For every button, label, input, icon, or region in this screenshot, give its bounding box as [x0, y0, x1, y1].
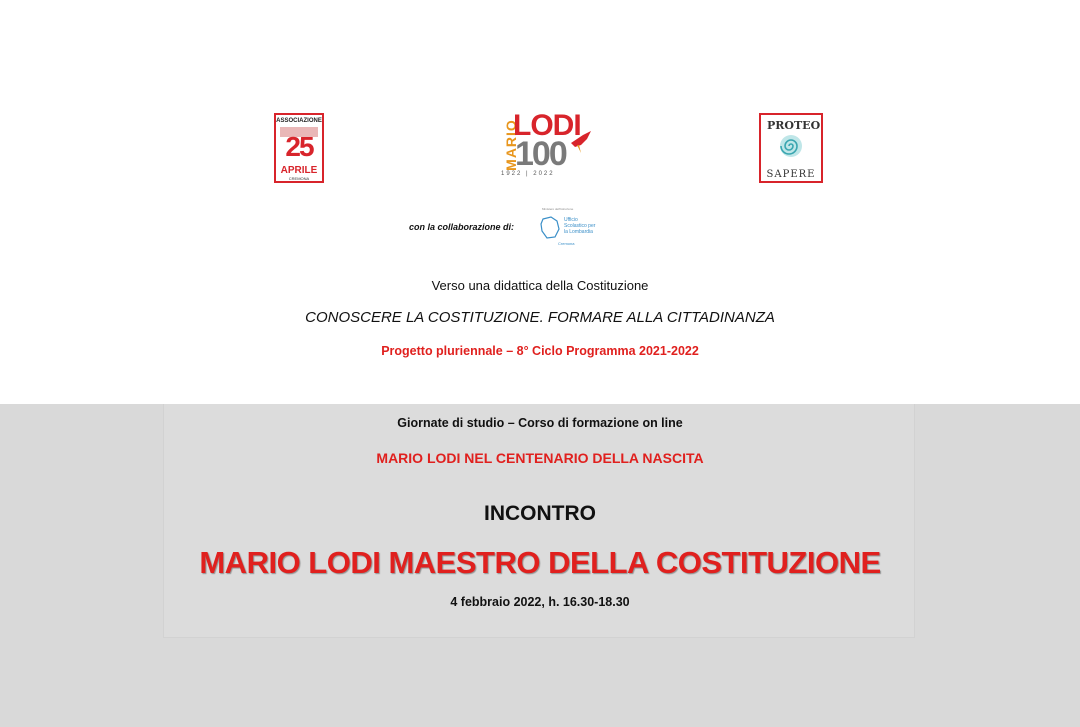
logo-usr-ministry: Ministero dell'Istruzione — [542, 207, 574, 211]
bird-icon — [569, 129, 593, 155]
logo-assoc-word: APRILE — [280, 165, 318, 176]
logo-proteo-text: PROTEO — [767, 119, 821, 132]
logo-assoc-number: 25 — [285, 131, 313, 162]
logo-mario-text: MARIO — [502, 119, 519, 171]
event-series: MARIO LODI NEL CENTENARIO DELLA NASCITA — [376, 450, 704, 466]
logo-sapere-text: SAPERE — [766, 169, 816, 180]
collaboration-label: con la collaborazione di: — [409, 222, 515, 232]
header-title: CONOSCERE LA COSTITUZIONE. FORMARE ALLA CITTADINANZA — [305, 309, 775, 326]
logo-years: 1922 | 2022 — [501, 171, 555, 177]
logo-assoc-city: CREMONA — [288, 176, 310, 181]
logo-100-text: 100 — [515, 135, 566, 173]
logo-lodi-text: LODI — [513, 109, 581, 142]
lombardia-map-icon — [539, 215, 563, 241]
logo-usr-city: Cremona — [558, 241, 575, 246]
program-label: Progetto pluriennale – 8° Ciclo Programma 2021-2022 — [381, 344, 699, 358]
event-date: 4 febbraio 2022, h. 16.30-18.30 — [450, 595, 630, 609]
associazione-25-aprile-logo — [274, 113, 324, 183]
logo-assoc-label: ASSOCIAZIONE — [276, 118, 322, 124]
mario-lodi-100-logo — [497, 109, 597, 183]
proteo-fare-sapere-logo — [759, 113, 823, 183]
spiral-icon — [778, 133, 804, 159]
header-subtitle: Verso una didattica della Costituzione — [431, 278, 649, 293]
ufficio-scolastico-logo — [539, 207, 599, 249]
event-label: INCONTRO — [484, 502, 596, 525]
logo-usr-name: Ufficio Scolastico per la Lombardia — [564, 217, 596, 235]
event-title: MARIO LODI MAESTRO DELLA COSTITUZIONE — [199, 545, 881, 580]
event-type: Giornate di studio – Corso di formazione on line — [397, 416, 683, 430]
